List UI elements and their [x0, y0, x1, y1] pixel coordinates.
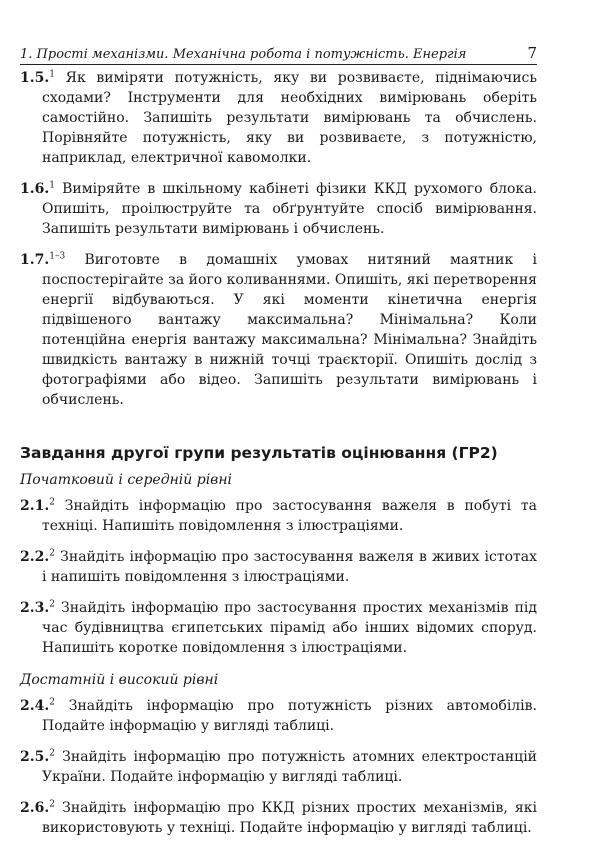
- task-text: Виміряйте в шкільному кабінеті фізики ККД рухомого блока. Опишіть, проілюструйте та обґрунтуйте спосіб вимірювання. Запишіть результати вимірювань і обчислень.: [42, 181, 537, 237]
- task-text: Знайдіть інформацію про застосування простих механізмів під час будівництва єгипетських пірамід або інших відомих споруд. Напишіть коротке повідомлення з ілюстраціями.: [42, 600, 537, 656]
- task-number: 1.6.: [20, 181, 50, 197]
- task-level-mark: 2: [49, 497, 55, 508]
- task-1-6: [20, 179, 537, 239]
- task-text: Знайдіть інформацію про потужність різних автомобілів. Подайте інформацію у вигляді таблиці.: [42, 698, 537, 734]
- task-text: Знайдіть інформацію про застосування важеля в живих істотах і напишіть повідомлення з ілюстраціями.: [42, 549, 537, 585]
- task-level-mark: 2: [49, 599, 55, 610]
- task-level-mark: 1–3: [49, 251, 66, 262]
- task-level-mark: 2: [49, 697, 55, 708]
- task-2-1: [20, 496, 537, 536]
- task-number: 1.5.: [20, 70, 50, 86]
- task-2-3: [20, 598, 537, 658]
- task-level-mark: 2: [49, 799, 55, 810]
- task-level-mark: 2: [49, 548, 55, 559]
- task-1-7: [20, 250, 537, 410]
- task-number: 2.3.: [20, 600, 50, 616]
- task-text: Знайдіть інформацію про потужність атомних електростанцій України. Подайте інформацію у вигляді таблиці.: [42, 749, 537, 785]
- task-number: 2.2.: [20, 549, 50, 565]
- page-content: [20, 68, 537, 849]
- level-heading-basic: Початковий і середній рівні: [20, 472, 233, 488]
- task-text: Знайдіть інформацію про ККД різних простих механізмів, які використовують у техніці. Подайте інформацію у вигляді таблиці.: [42, 800, 537, 836]
- task-2-2: [20, 547, 537, 587]
- task-2-6: [20, 798, 537, 838]
- task-number: 2.4.: [20, 698, 50, 714]
- task-1-5: [20, 68, 537, 168]
- task-2-5: [20, 747, 537, 787]
- task-text: Виготовте в домашніх умовах нитяний маятник і поспостерігайте за його коливаннями. Опишіть, які перетворення енергії відбуваються. У які моменти кінетична енергія підвішеного вантажу максимальна? Мінімальна? Коли потенційна енергія вантажу максимальна? Мінімальна? Знайдіть швидкість вантажу в нижній точці траєкторії. Опишіть дослід з фотографіями або відео. Запишіть результати вимірювань і обчислень.: [42, 252, 537, 408]
- task-2-4: [20, 696, 537, 736]
- task-number: 1.7.: [20, 252, 50, 268]
- task-text: Як виміряти потужність, яку ви розвиваєте, піднімаючись сходами? Інструменти для необхідних вимірювань оберіть самостійно. Запишіть результати вимірювань та обчислень. Порівняйте потужність, яку ви розвиваєте, з потужністю, наприклад, електричної кавомолки.: [42, 70, 537, 166]
- task-level-mark: 1: [49, 69, 55, 80]
- task-number: 2.6.: [20, 800, 50, 816]
- task-level-mark: 1: [49, 180, 55, 191]
- section-title: Завдання другої групи результатів оцінювання (ГР2): [20, 444, 498, 462]
- task-number: 2.1.: [20, 498, 50, 514]
- task-text: Знайдіть інформацію про застосування важеля в побуті та техніці. Напишіть повідомлення з ілюстраціями.: [42, 498, 538, 534]
- level-heading-advanced: Достатній і високий рівні: [20, 672, 219, 688]
- running-title: 1. Прості механізми. Механічна робота і потужність. Енергія: [20, 47, 467, 62]
- task-number: 2.5.: [20, 749, 50, 765]
- task-level-mark: 2: [49, 748, 55, 759]
- running-header: [20, 44, 537, 65]
- page-number: 7: [527, 44, 537, 62]
